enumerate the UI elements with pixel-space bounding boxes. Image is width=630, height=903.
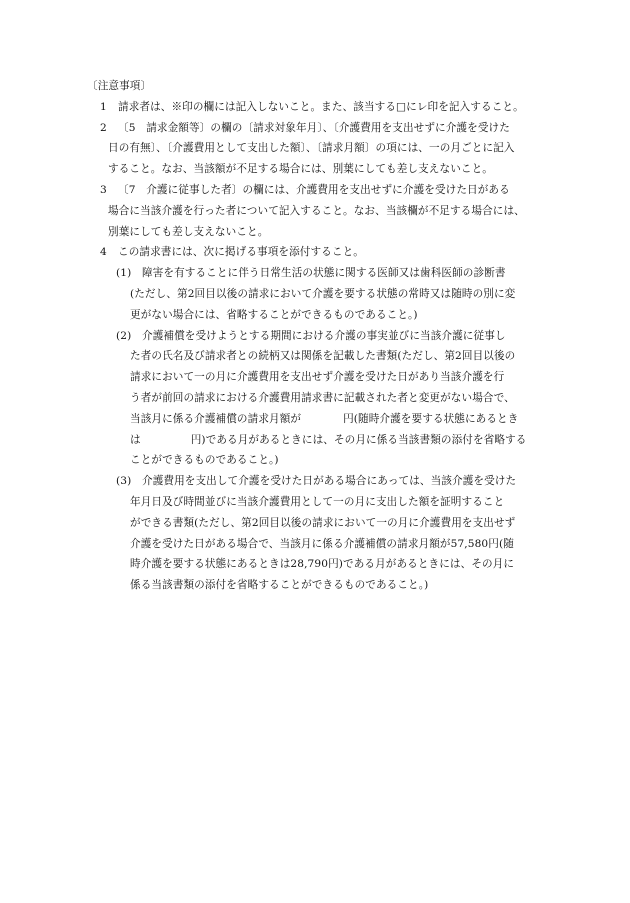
subitem-text-line: 更がない場合には、省略することができるものであること。) <box>130 308 418 321</box>
notes-document <box>87 76 556 596</box>
subitem-text-line: (ただし、第2回目以後の請求において介護を要する状態の常時又は随時の別に変 <box>130 287 516 300</box>
note-text-line: 別葉にしても差し支えないこと。 <box>108 225 269 238</box>
subitem-text-line: 障害を有することに伴う日常生活の状態に関する医師又は歯科医師の診断書 <box>142 267 506 280</box>
note-text-line: この請求書には、次に掲げる事項を添付すること。 <box>118 246 364 259</box>
subitem-text-line: 係る当該書類の添付を省略することができるものであること。) <box>130 579 429 592</box>
subitem-text-line: 年月日及び時間並びに当該介護費用として一の月に支出した額を証明すること <box>130 495 505 508</box>
note-1 <box>100 97 556 118</box>
note-text-line: すること。なお、当該額が不足する場合には、別葉にしても差し支えないこと。 <box>108 163 493 176</box>
subitem-text-line: う者が前回の請求における介護費用請求書に記載された者と変更がない場合で、 <box>130 391 515 404</box>
subitem-3 <box>116 471 556 596</box>
note-text-line: 日の有無〕、〔介護費用として支出した額〕、〔請求月額〕の項には、一の月ごとに記入 <box>108 142 515 155</box>
subitem-number: (3) <box>116 475 132 488</box>
note-text-line: 場合に当該介護を行った者について記入すること。なお、当該欄が不足する場合には、 <box>108 204 525 217</box>
note-number: 3 <box>100 183 107 196</box>
subitem-text-line: 円)である月があるときには、その月に係る当該書類の添付を省略する <box>190 433 527 446</box>
note-number: 2 <box>100 121 107 134</box>
note-text: 請求者は、※印の欄には記入しないこと。また、該当する□にレ印を記入すること。 <box>118 100 524 113</box>
note-text-line: 〔5 請求金額等〕の欄の〔請求対象年月〕、〔介護費用を支出せずに介護を受けた <box>118 121 510 134</box>
subitem-text-line: 円(随時介護を要する状態にあるとき <box>343 412 519 425</box>
note-2 <box>100 118 556 180</box>
note-3 <box>100 180 556 242</box>
subitem-text-line: 介護を受けた日がある場合で、当該月に係る介護補償の請求月額が57,580円(随 <box>130 537 514 550</box>
subitem-number: (1) <box>116 267 132 280</box>
subitem-text-line: は <box>130 433 141 446</box>
subitem-text-line: ことができるものであること。) <box>130 454 279 467</box>
subitem-text-line: 介護補償を受けようとする期間における介護の事実並びに当該介護に従事し <box>142 329 506 342</box>
subitem-number: (2) <box>116 329 132 342</box>
note-number: 4 <box>100 246 107 259</box>
subitem-text-line: 介護費用を支出して介護を受けた日がある場合にあっては、当該介護を受けた <box>142 475 517 488</box>
subitem-text-line: 時介護を要する状態にあるときは28,790円)である月があるときには、その月に <box>130 558 515 571</box>
subitem-text-line: ができる書類(ただし、第2回目以後の請求において一の月に介護費用を支出せず <box>130 516 516 529</box>
subitem-text-line: た者の氏名及び請求者との続柄又は関係を記載した書類(ただし、第2回目以後の <box>130 350 516 363</box>
subitem-2 <box>116 326 556 472</box>
note-4 <box>100 242 556 263</box>
notes-heading: 〔注意事項〕 <box>87 80 152 92</box>
note-number: 1 <box>100 100 107 113</box>
note-text-line: 〔7 介護に従事した者〕の欄には、介護費用を支出せずに介護を受けた日がある <box>118 183 510 196</box>
subitem-text-line: 当該月に係る介護補償の請求月額が <box>130 412 302 425</box>
subitem-text-line: 請求において一の月に介護費用を支出せず介護を受けた日があり当該介護を行 <box>130 371 505 384</box>
subitem-1 <box>116 263 556 325</box>
